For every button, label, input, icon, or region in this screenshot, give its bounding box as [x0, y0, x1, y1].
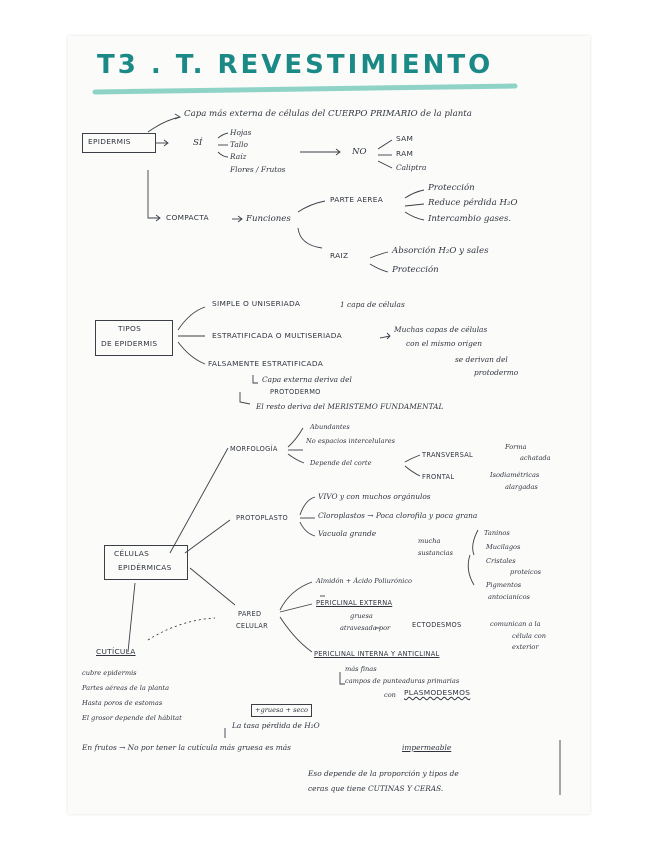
protoplasto-item: Cloroplastos → Poca clorofila y poca grana — [318, 511, 478, 520]
tipos-label-line2: DE EPIDERMIS — [101, 339, 158, 348]
epidermis-label: EPIDERMIS — [88, 137, 131, 146]
ectodesmos: ECTODESMOS — [412, 621, 462, 629]
pared-label: PARED — [238, 610, 262, 618]
cuticula-note: ceras que tiene CUTINAS Y CERAS. — [308, 784, 444, 793]
estratificada-desc: con el mismo origen — [406, 339, 482, 348]
sustancia-item: proteicos — [510, 568, 542, 576]
cuticula-item: Hasta poros de estomas — [82, 699, 163, 707]
transversal-label: TRANSVERSAL — [422, 451, 474, 459]
tipo-simple: SIMPLE O UNISERIADA — [212, 299, 301, 308]
cuticula-label: CUTÍCULA — [96, 647, 136, 656]
morfologia-item: No espacios intercelulares — [306, 437, 396, 445]
cuticula-item: Partes aéreas de la planta — [82, 684, 169, 692]
vacuola-note: mucha — [418, 537, 441, 545]
falsamente-desc: El resto deriva del MERISTEMO FUNDAMENTAL — [256, 402, 444, 411]
estratificada-desc: Muchas capas de células — [394, 325, 488, 334]
aerea-item: Intercambio gases. — [428, 214, 512, 224]
celulas-label-line2: EPIDÉRMICAS — [118, 563, 172, 572]
falsamente-desc: Capa externa deriva del — [262, 375, 352, 384]
transversal-desc: achatada — [520, 454, 551, 462]
pared-item: atravesada por — [340, 624, 391, 632]
sustancia-item: Cristales — [486, 557, 516, 565]
no-item: Caliptra — [396, 163, 427, 172]
vacuola-note: sustancias — [418, 549, 453, 557]
estratificada-desc: protodermo — [474, 368, 519, 377]
morfologia-item: Abundantes — [310, 423, 350, 431]
tipo-estratificada: ESTRATIFICADA O MULTISERIADA — [212, 331, 342, 340]
periclinal-interna: PERICLINAL INTERNA Y ANTICLINAL — [314, 650, 440, 658]
periclinal-externa: PERICLINAL EXTERNA — [316, 599, 393, 607]
pared-item: con — [384, 691, 396, 699]
raiz-item: Protección — [392, 265, 439, 275]
estratificada-desc: se derivan del — [455, 355, 508, 364]
tipo-falsamente: FALSAMENTE ESTRATIFICADA — [208, 359, 324, 368]
tipos-label-line1: TIPOS — [118, 324, 142, 333]
pared-item: Almidón + Ácido Poliurónico — [316, 577, 412, 585]
cuticula-note: En frutos → No por tener la cutícula más gruesa es más — [82, 743, 291, 752]
sustancia-item: Pigmentos — [486, 581, 522, 589]
cuticula-note: La tasa pérdida de H₂O — [232, 721, 320, 730]
frontal-label: FRONTAL — [422, 473, 455, 481]
ectodesmos-desc: exterior — [512, 643, 539, 651]
compacta-label: COMPACTA — [166, 213, 209, 222]
no-item: SAM — [396, 134, 414, 143]
raiz-item: Absorción H₂O y sales — [392, 246, 489, 256]
no-item: RAM — [396, 149, 414, 158]
cuticula-note: Eso depende de la proporción y tipos de — [308, 769, 459, 778]
si-label: SÍ — [193, 138, 203, 148]
pared-item: gruesa — [350, 612, 373, 620]
aerea-item: Protección — [428, 183, 475, 193]
morfologia-label: MORFOLOGÍA — [230, 445, 278, 453]
grosor-box: +gruesa + seco — [251, 704, 312, 717]
pared-item: más finas — [345, 665, 377, 673]
funciones-label: Funciones — [246, 214, 291, 224]
pared-label: CELULAR — [236, 622, 268, 630]
ectodesmos-desc: comunican a la — [490, 620, 541, 628]
si-item: Raíz — [230, 152, 247, 161]
raiz-label: RAIZ — [330, 251, 349, 260]
sustancia-item: Taninos — [484, 529, 510, 537]
si-item: Flores / Frutos — [230, 165, 286, 174]
impermeable: impermeable — [402, 743, 452, 752]
protoplasto-item: VIVO y con muchos orgánulos — [318, 492, 431, 501]
sustancia-item: Mucilagos — [486, 543, 521, 551]
page-title: T3 . T. REVESTIMIENTO — [97, 50, 494, 80]
protoplasto-label: PROTOPLASTO — [236, 514, 288, 522]
si-item: Hojas — [230, 128, 252, 137]
ectodesmos-desc: célula con — [512, 632, 546, 640]
si-item: Tallo — [230, 140, 248, 149]
falsamente-desc: PROTODERMO — [270, 388, 321, 396]
sustancia-item: antocianicos — [488, 593, 530, 601]
celulas-label-line1: CÉLULAS — [114, 549, 150, 558]
plasmodesmos: PLASMODESMOS — [404, 688, 471, 697]
frontal-desc: alargadas — [505, 483, 538, 491]
cuticula-item: cubre epidermis — [82, 669, 137, 677]
aerea-item: Reduce pérdida H₂O — [428, 198, 518, 208]
transversal-desc: Forma — [505, 443, 527, 451]
protoplasto-item: Vacuola grande — [318, 529, 377, 538]
frontal-desc: Isodiamétricas — [490, 471, 540, 479]
morfologia-item: Depende del corte — [310, 459, 372, 467]
tipo-simple-desc: 1 capa de células — [340, 300, 405, 309]
pared-item: campos de punteaduras primarias — [345, 677, 460, 685]
epidermis-definition: Capa más externa de células del CUERPO PRIMARIO de la planta — [184, 109, 472, 119]
cuticula-item: El grosor depende del hábitat — [82, 714, 182, 722]
no-label: NO — [352, 147, 367, 157]
parte-aerea-label: PARTE AEREA — [330, 195, 384, 204]
